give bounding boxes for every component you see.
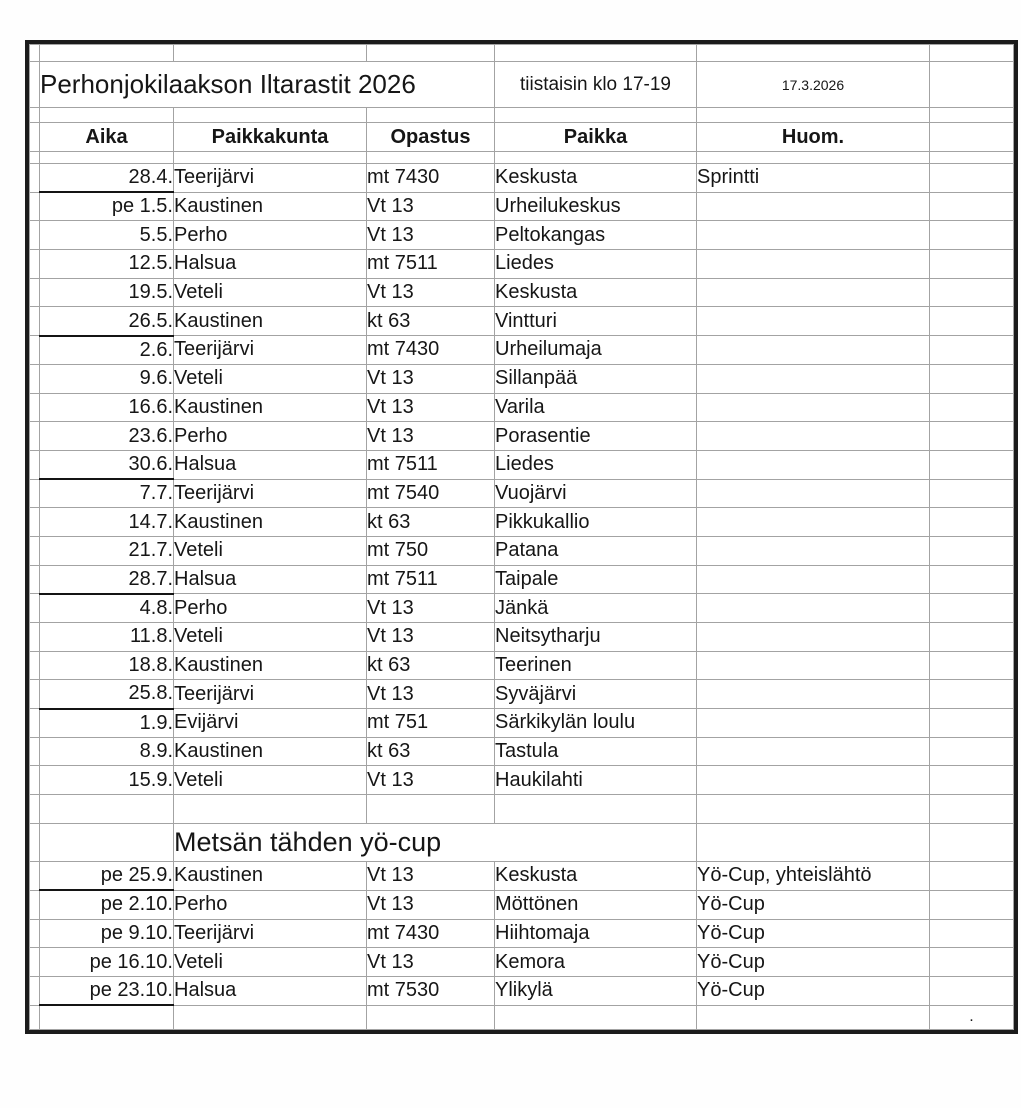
section-header-row bbox=[30, 824, 1014, 862]
note-cell bbox=[697, 278, 930, 307]
note-cell bbox=[697, 536, 930, 565]
note-cell bbox=[697, 450, 930, 479]
place-cell: Sillanpää bbox=[495, 364, 697, 393]
schedule-row bbox=[30, 709, 1014, 738]
schedule-row bbox=[30, 336, 1014, 365]
place-cell: Vuojärvi bbox=[495, 479, 697, 508]
spacer-cell bbox=[930, 250, 1014, 279]
spacer-row bbox=[30, 795, 1014, 824]
spacer-cell bbox=[174, 108, 367, 123]
schedule-row bbox=[30, 536, 1014, 565]
schedule-row bbox=[30, 680, 1014, 709]
spacer-cell bbox=[30, 594, 40, 623]
spacer-cell bbox=[30, 890, 40, 919]
date-cell: 25.8. bbox=[40, 680, 174, 709]
spacer-cell bbox=[930, 152, 1014, 164]
place-cell: Keskusta bbox=[495, 278, 697, 307]
spacer-cell bbox=[930, 890, 1014, 919]
place-cell: Pikkukallio bbox=[495, 508, 697, 537]
spacer-cell bbox=[697, 152, 930, 164]
schedule-row bbox=[30, 422, 1014, 451]
road-cell: Vt 13 bbox=[367, 680, 495, 709]
road-cell: mt 7511 bbox=[367, 450, 495, 479]
schedule-row bbox=[30, 479, 1014, 508]
spacer-cell bbox=[930, 680, 1014, 709]
spacer-cell bbox=[30, 919, 40, 948]
municipality-cell: Teerijärvi bbox=[174, 479, 367, 508]
municipality-cell: Evijärvi bbox=[174, 709, 367, 738]
spacer-cell bbox=[30, 680, 40, 709]
spacer-cell bbox=[930, 766, 1014, 795]
schedule-row bbox=[30, 976, 1014, 1005]
place-cell: Hiihtomaja bbox=[495, 919, 697, 948]
note-cell bbox=[697, 651, 930, 680]
date-cell: 9.6. bbox=[40, 364, 174, 393]
road-cell: Vt 13 bbox=[367, 278, 495, 307]
note-cell bbox=[697, 336, 930, 365]
schedule-row bbox=[30, 393, 1014, 422]
spacer-cell bbox=[495, 1005, 697, 1029]
spacer-cell bbox=[30, 623, 40, 652]
municipality-cell: Veteli bbox=[174, 536, 367, 565]
schedule-row bbox=[30, 766, 1014, 795]
schedule-row bbox=[30, 594, 1014, 623]
road-cell: Vt 13 bbox=[367, 766, 495, 795]
spacer-cell bbox=[30, 364, 40, 393]
road-cell: kt 63 bbox=[367, 651, 495, 680]
date-cell: 11.8. bbox=[40, 623, 174, 652]
stray-dot: . bbox=[930, 1005, 1014, 1029]
spacer-cell bbox=[30, 795, 40, 824]
spacer-cell bbox=[30, 45, 40, 62]
municipality-cell: Veteli bbox=[174, 623, 367, 652]
note-cell bbox=[697, 393, 930, 422]
spacer-cell bbox=[930, 737, 1014, 766]
spacer-cell bbox=[930, 364, 1014, 393]
schedule-row bbox=[30, 862, 1014, 891]
note-cell bbox=[697, 192, 930, 221]
road-cell: mt 750 bbox=[367, 536, 495, 565]
schedule-row bbox=[30, 250, 1014, 279]
road-cell: Vt 13 bbox=[367, 393, 495, 422]
road-cell: mt 7511 bbox=[367, 250, 495, 279]
spacer-cell bbox=[930, 862, 1014, 891]
spacer-cell bbox=[930, 393, 1014, 422]
place-cell: Urheilukeskus bbox=[495, 192, 697, 221]
schedule-time-note: tiistaisin klo 17-19 bbox=[495, 62, 697, 108]
municipality-cell: Halsua bbox=[174, 976, 367, 1005]
spacer-cell bbox=[30, 192, 40, 221]
road-cell: kt 63 bbox=[367, 307, 495, 336]
spacer-cell bbox=[930, 62, 1014, 108]
date-cell: pe 16.10. bbox=[40, 948, 174, 977]
place-cell: Patana bbox=[495, 536, 697, 565]
spacer-cell bbox=[174, 45, 367, 62]
road-cell: Vt 13 bbox=[367, 862, 495, 891]
municipality-cell: Kaustinen bbox=[174, 192, 367, 221]
column-header-huom: Huom. bbox=[697, 123, 930, 152]
spacer-cell bbox=[174, 1005, 367, 1029]
spacer-cell bbox=[930, 336, 1014, 365]
note-cell: Yö-Cup bbox=[697, 976, 930, 1005]
municipality-cell: Teerijärvi bbox=[174, 680, 367, 709]
column-header-opastus: Opastus bbox=[367, 123, 495, 152]
schedule-row bbox=[30, 919, 1014, 948]
spacer-cell bbox=[930, 508, 1014, 537]
note-cell bbox=[697, 766, 930, 795]
road-cell: Vt 13 bbox=[367, 623, 495, 652]
road-cell: kt 63 bbox=[367, 737, 495, 766]
municipality-cell: Teerijärvi bbox=[174, 336, 367, 365]
spacer-cell bbox=[697, 45, 930, 62]
spacer-cell bbox=[367, 152, 495, 164]
road-cell: mt 7530 bbox=[367, 976, 495, 1005]
schedule-row bbox=[30, 364, 1014, 393]
spacer-cell bbox=[930, 976, 1014, 1005]
date-cell: pe 1.5. bbox=[40, 192, 174, 221]
schedule-row bbox=[30, 192, 1014, 221]
road-cell: Vt 13 bbox=[367, 192, 495, 221]
spacer-cell bbox=[40, 1005, 174, 1029]
spacer-cell bbox=[30, 1005, 40, 1029]
municipality-cell: Veteli bbox=[174, 278, 367, 307]
date-cell: 28.4. bbox=[40, 164, 174, 193]
schedule-row bbox=[30, 307, 1014, 336]
spacer-cell bbox=[30, 565, 40, 594]
place-cell: Porasentie bbox=[495, 422, 697, 451]
note-cell bbox=[697, 307, 930, 336]
spacer-cell bbox=[30, 976, 40, 1005]
column-header-row bbox=[30, 123, 1014, 152]
spacer-cell bbox=[367, 45, 495, 62]
schedule-row bbox=[30, 565, 1014, 594]
spacer-cell bbox=[30, 862, 40, 891]
footer-row bbox=[30, 1005, 1014, 1029]
place-cell: Kemora bbox=[495, 948, 697, 977]
road-cell: mt 7540 bbox=[367, 479, 495, 508]
road-cell: Vt 13 bbox=[367, 594, 495, 623]
municipality-cell: Halsua bbox=[174, 450, 367, 479]
spacer-cell bbox=[30, 450, 40, 479]
spacer-cell bbox=[30, 123, 40, 152]
place-cell: Möttönen bbox=[495, 890, 697, 919]
municipality-cell: Teerijärvi bbox=[174, 164, 367, 193]
place-cell: Vintturi bbox=[495, 307, 697, 336]
spacer-cell bbox=[697, 1005, 930, 1029]
schedule-row bbox=[30, 164, 1014, 193]
place-cell: Syväjärvi bbox=[495, 680, 697, 709]
date-cell: 21.7. bbox=[40, 536, 174, 565]
date-cell: 15.9. bbox=[40, 766, 174, 795]
road-cell: Vt 13 bbox=[367, 221, 495, 250]
date-cell: 18.8. bbox=[40, 651, 174, 680]
road-cell: Vt 13 bbox=[367, 422, 495, 451]
section-title: Metsän tähden yö-cup bbox=[174, 824, 697, 862]
spacer-cell bbox=[367, 795, 495, 824]
spacer-cell bbox=[930, 108, 1014, 123]
municipality-cell: Veteli bbox=[174, 364, 367, 393]
spacer-cell bbox=[495, 45, 697, 62]
spacer-cell bbox=[174, 795, 367, 824]
date-cell: 4.8. bbox=[40, 594, 174, 623]
spacer-row bbox=[30, 45, 1014, 62]
spacer-cell bbox=[30, 62, 40, 108]
schedule-row bbox=[30, 651, 1014, 680]
municipality-cell: Teerijärvi bbox=[174, 919, 367, 948]
spacer-cell bbox=[30, 250, 40, 279]
date-cell: 14.7. bbox=[40, 508, 174, 537]
date-cell: 26.5. bbox=[40, 307, 174, 336]
spacer-cell bbox=[40, 45, 174, 62]
spacer-cell bbox=[367, 108, 495, 123]
note-cell bbox=[697, 364, 930, 393]
spacer-cell bbox=[930, 919, 1014, 948]
spacer-cell bbox=[930, 479, 1014, 508]
spacer-cell bbox=[30, 536, 40, 565]
municipality-cell: Perho bbox=[174, 221, 367, 250]
spacer-cell bbox=[40, 795, 174, 824]
schedule-table bbox=[29, 44, 1014, 1030]
schedule-sheet bbox=[25, 40, 1018, 1034]
road-cell: Vt 13 bbox=[367, 948, 495, 977]
road-cell: mt 7511 bbox=[367, 565, 495, 594]
place-cell: Liedes bbox=[495, 450, 697, 479]
spacer-cell bbox=[40, 824, 174, 862]
road-cell: Vt 13 bbox=[367, 890, 495, 919]
spacer-cell bbox=[30, 393, 40, 422]
note-cell: Sprintti bbox=[697, 164, 930, 193]
spacer-cell bbox=[930, 278, 1014, 307]
date-cell: pe 25.9. bbox=[40, 862, 174, 891]
spacer-cell bbox=[30, 307, 40, 336]
place-cell: Urheilumaja bbox=[495, 336, 697, 365]
spacer-cell bbox=[930, 795, 1014, 824]
place-cell: Särkikylän loulu bbox=[495, 709, 697, 738]
note-cell bbox=[697, 508, 930, 537]
schedule-row bbox=[30, 737, 1014, 766]
spacer-cell bbox=[930, 651, 1014, 680]
spacer-cell bbox=[30, 948, 40, 977]
date-cell: 8.9. bbox=[40, 737, 174, 766]
spacer-cell bbox=[30, 479, 40, 508]
spacer-cell bbox=[930, 123, 1014, 152]
date-cell: 1.9. bbox=[40, 709, 174, 738]
spacer-cell bbox=[30, 737, 40, 766]
spacer-cell bbox=[30, 508, 40, 537]
spacer-cell bbox=[367, 1005, 495, 1029]
municipality-cell: Kaustinen bbox=[174, 307, 367, 336]
spacer-row bbox=[30, 152, 1014, 164]
spacer-cell bbox=[30, 164, 40, 193]
schedule-row bbox=[30, 508, 1014, 537]
schedule-row bbox=[30, 278, 1014, 307]
date-cell: 12.5. bbox=[40, 250, 174, 279]
municipality-cell: Halsua bbox=[174, 250, 367, 279]
note-cell bbox=[697, 221, 930, 250]
spacer-cell bbox=[40, 152, 174, 164]
road-cell: mt 7430 bbox=[367, 336, 495, 365]
note-cell bbox=[697, 594, 930, 623]
schedule-row bbox=[30, 948, 1014, 977]
column-header-paikkakunta: Paikkakunta bbox=[174, 123, 367, 152]
date-cell: 16.6. bbox=[40, 393, 174, 422]
spacer-cell bbox=[930, 948, 1014, 977]
municipality-cell: Veteli bbox=[174, 948, 367, 977]
road-cell: mt 751 bbox=[367, 709, 495, 738]
date-cell: 28.7. bbox=[40, 565, 174, 594]
spacer-cell bbox=[30, 651, 40, 680]
spacer-cell bbox=[930, 422, 1014, 451]
spacer-cell bbox=[30, 824, 40, 862]
spacer-cell bbox=[930, 536, 1014, 565]
municipality-cell: Perho bbox=[174, 890, 367, 919]
spacer-cell bbox=[930, 594, 1014, 623]
municipality-cell: Kaustinen bbox=[174, 737, 367, 766]
spacer-cell bbox=[30, 221, 40, 250]
date-cell: 5.5. bbox=[40, 221, 174, 250]
note-cell bbox=[697, 737, 930, 766]
place-cell: Teerinen bbox=[495, 651, 697, 680]
title-row bbox=[30, 62, 1014, 108]
note-cell bbox=[697, 680, 930, 709]
note-cell bbox=[697, 422, 930, 451]
date-cell: 30.6. bbox=[40, 450, 174, 479]
note-cell: Yö-Cup bbox=[697, 948, 930, 977]
municipality-cell: Kaustinen bbox=[174, 862, 367, 891]
date-cell: 19.5. bbox=[40, 278, 174, 307]
municipality-cell: Kaustinen bbox=[174, 651, 367, 680]
date-cell: 7.7. bbox=[40, 479, 174, 508]
column-header-paikka: Paikka bbox=[495, 123, 697, 152]
schedule-row bbox=[30, 221, 1014, 250]
place-cell: Ylikylä bbox=[495, 976, 697, 1005]
road-cell: Vt 13 bbox=[367, 364, 495, 393]
spacer-cell bbox=[930, 709, 1014, 738]
place-cell: Tastula bbox=[495, 737, 697, 766]
place-cell: Peltokangas bbox=[495, 221, 697, 250]
spacer-cell bbox=[30, 336, 40, 365]
note-cell bbox=[697, 565, 930, 594]
column-header-aika: Aika bbox=[40, 123, 174, 152]
place-cell: Haukilahti bbox=[495, 766, 697, 795]
schedule-row bbox=[30, 450, 1014, 479]
note-cell: Yö-Cup, yhteislähtö bbox=[697, 862, 930, 891]
spacer-cell bbox=[174, 152, 367, 164]
spacer-cell bbox=[40, 108, 174, 123]
road-cell: kt 63 bbox=[367, 508, 495, 537]
place-cell: Jänkä bbox=[495, 594, 697, 623]
municipality-cell: Veteli bbox=[174, 766, 367, 795]
spacer-cell bbox=[30, 278, 40, 307]
date-cell: pe 23.10. bbox=[40, 976, 174, 1005]
spacer-cell bbox=[930, 565, 1014, 594]
spacer-row bbox=[30, 108, 1014, 123]
note-cell bbox=[697, 623, 930, 652]
page-title: Perhonjokilaakson Iltarastit 2026 bbox=[40, 62, 495, 108]
municipality-cell: Perho bbox=[174, 422, 367, 451]
road-cell: mt 7430 bbox=[367, 164, 495, 193]
spacer-cell bbox=[697, 795, 930, 824]
place-cell: Taipale bbox=[495, 565, 697, 594]
municipality-cell: Kaustinen bbox=[174, 508, 367, 537]
schedule-row bbox=[30, 890, 1014, 919]
note-cell bbox=[697, 250, 930, 279]
spacer-cell bbox=[495, 108, 697, 123]
note-cell: Yö-Cup bbox=[697, 919, 930, 948]
spacer-cell bbox=[30, 766, 40, 795]
date-cell: 2.6. bbox=[40, 336, 174, 365]
spacer-cell bbox=[30, 152, 40, 164]
place-cell: Keskusta bbox=[495, 164, 697, 193]
schedule-row bbox=[30, 623, 1014, 652]
spacer-cell bbox=[30, 422, 40, 451]
spacer-cell bbox=[930, 221, 1014, 250]
note-cell bbox=[697, 479, 930, 508]
spacer-cell bbox=[495, 795, 697, 824]
spacer-cell bbox=[930, 164, 1014, 193]
road-cell: mt 7430 bbox=[367, 919, 495, 948]
place-cell: Varila bbox=[495, 393, 697, 422]
spacer-cell bbox=[697, 824, 930, 862]
spacer-cell bbox=[930, 192, 1014, 221]
spacer-cell bbox=[930, 824, 1014, 862]
spacer-cell bbox=[495, 152, 697, 164]
spacer-cell bbox=[930, 450, 1014, 479]
date-cell: pe 9.10. bbox=[40, 919, 174, 948]
municipality-cell: Kaustinen bbox=[174, 393, 367, 422]
municipality-cell: Halsua bbox=[174, 565, 367, 594]
place-cell: Neitsytharju bbox=[495, 623, 697, 652]
place-cell: Liedes bbox=[495, 250, 697, 279]
spacer-cell bbox=[930, 307, 1014, 336]
spacer-cell bbox=[930, 45, 1014, 62]
date-cell: 23.6. bbox=[40, 422, 174, 451]
spacer-cell bbox=[30, 709, 40, 738]
spacer-cell bbox=[697, 108, 930, 123]
note-cell bbox=[697, 709, 930, 738]
spacer-cell bbox=[30, 108, 40, 123]
spacer-cell bbox=[930, 623, 1014, 652]
note-cell: Yö-Cup bbox=[697, 890, 930, 919]
print-date: 17.3.2026 bbox=[697, 62, 930, 108]
municipality-cell: Perho bbox=[174, 594, 367, 623]
date-cell: pe 2.10. bbox=[40, 890, 174, 919]
place-cell: Keskusta bbox=[495, 862, 697, 891]
